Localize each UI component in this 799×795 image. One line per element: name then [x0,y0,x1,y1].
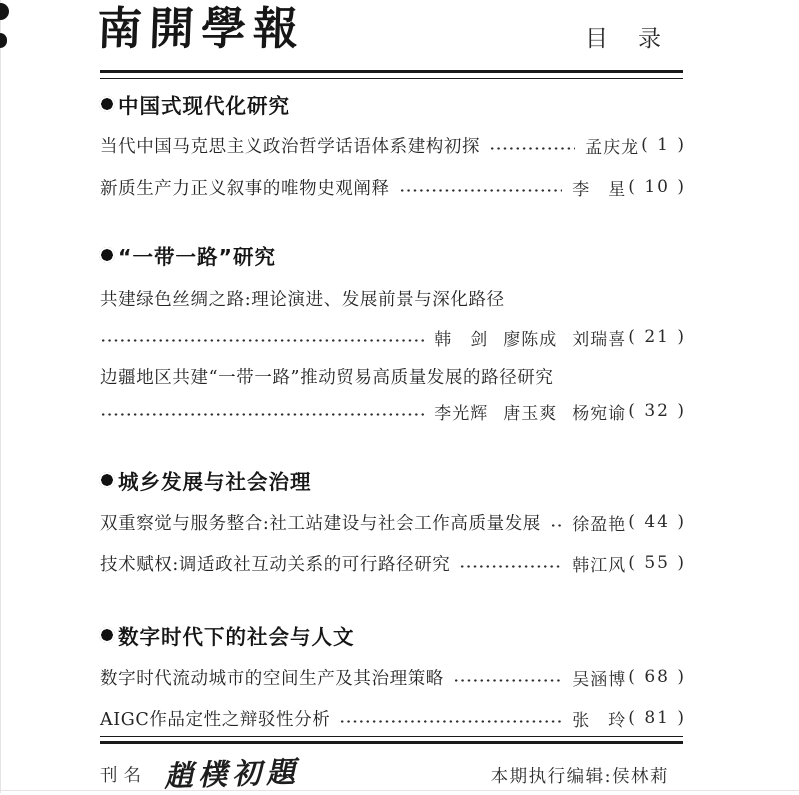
toc-entry [100,511,686,533]
toc-entry [100,176,686,198]
bottom-double-rule [100,736,683,744]
entry-page-number: ( 1 ) [641,135,686,155]
entry-authors [572,551,626,576]
entry-page-number: ( 10 ) [628,177,686,197]
entry-authors [585,133,639,158]
entry-authors [572,665,626,690]
toc-entry-title-line [100,365,686,387]
toc-entry [100,134,686,156]
entry-authors [572,175,626,200]
author-name: 韩江风 [572,555,627,576]
author-name: 张 玲 [572,710,627,731]
toc-title-char: 目 [585,26,608,52]
journal-name-label: 刊名 [100,766,147,786]
footer-left [100,752,300,792]
entry-title: AIGC作品定性之辩驳性分析 [100,709,331,730]
author-name: 杨宛谕 [572,403,627,424]
scan-binding-mark [0,33,7,48]
toc-entry-title-line [100,287,686,309]
entry-title: 新质生产力正义叙事的唯物史观阐释 [100,178,390,199]
entry-title: 边疆地区共建“一带一路”推动贸易高质量发展的路径研究 [100,367,554,388]
executive-editor-line: 本期执行编辑:侯林莉 [490,767,669,787]
entry-page-number: ( 81 ) [628,708,686,728]
dot-leader [453,677,562,684]
section-title: 数字时代下的社会与人文 [118,625,355,649]
author-name: 徐盈艳 [572,514,627,535]
section-header-belt-road [99,243,684,267]
entry-title: 技术赋权:调适政社互动关系的可行路径研究 [100,554,451,575]
dot-leader [459,563,562,570]
section-header-urban-rural [99,468,684,492]
entry-title: 数字时代流动城市的空间生产及其治理策略 [100,668,444,689]
toc-entry [100,666,686,688]
entry-page-number: ( 21 ) [628,327,686,347]
section-bullet-icon [99,627,115,643]
toc-entry-author-line [100,326,686,348]
author-name: 唐玉爽 [503,403,558,424]
dot-leader [399,187,563,194]
author-name: 韩 剑 [434,329,489,350]
toc-entry-author-line [100,400,686,422]
scan-binding-mark [0,3,9,20]
author-name: 刘瑞喜 [572,329,627,350]
section-header-digital-era [99,623,684,647]
dot-leader [339,718,562,725]
entry-title: 共建绿色丝绸之路:理论演进、发展前景与深化路径 [100,289,505,310]
entry-page-number: ( 32 ) [628,401,686,421]
scan-left-edge [0,0,1,793]
toc-entry [100,552,686,574]
top-double-rule [100,70,683,79]
author-name: 吴涵博 [572,669,627,690]
section-title: 中国式现代化研究 [118,94,290,118]
journal-logo: 南開學報 [96,2,306,55]
entry-authors [572,510,626,535]
toc-title-char: 录 [638,26,661,52]
toc-title [585,20,661,53]
page-footer [100,750,685,792]
section-title: 城乡发展与社会治理 [118,470,312,494]
toc-entry [100,707,686,729]
dot-leader [489,145,575,152]
entry-authors [572,706,626,731]
author-name: 廖陈成 [503,329,558,350]
section-bullet-icon [99,472,115,488]
entry-title: 双重察觉与服务整合:社工站建设与社会工作高质量发展 [100,513,541,534]
dot-leader [100,337,424,344]
section-title: “一带一路”研究 [118,245,276,269]
dot-leader [550,522,562,529]
section-bullet-icon [99,96,115,112]
entry-authors [434,325,626,350]
section-header-modernization [99,92,684,116]
section-bullet-icon [99,247,115,263]
author-name: 孟庆龙 [585,137,640,158]
entry-page-number: ( 55 ) [628,553,686,573]
author-name: 李光辉 [434,403,489,424]
entry-page-number: ( 68 ) [628,667,686,687]
entry-authors [434,399,626,424]
dot-leader [100,411,424,418]
author-name: 李 星 [572,179,627,200]
calligraphy-signature: 趙樸初題 [163,754,301,794]
entry-title: 当代中国马克思主义政治哲学话语体系建构初探 [100,136,481,157]
entry-page-number: ( 44 ) [628,512,686,532]
